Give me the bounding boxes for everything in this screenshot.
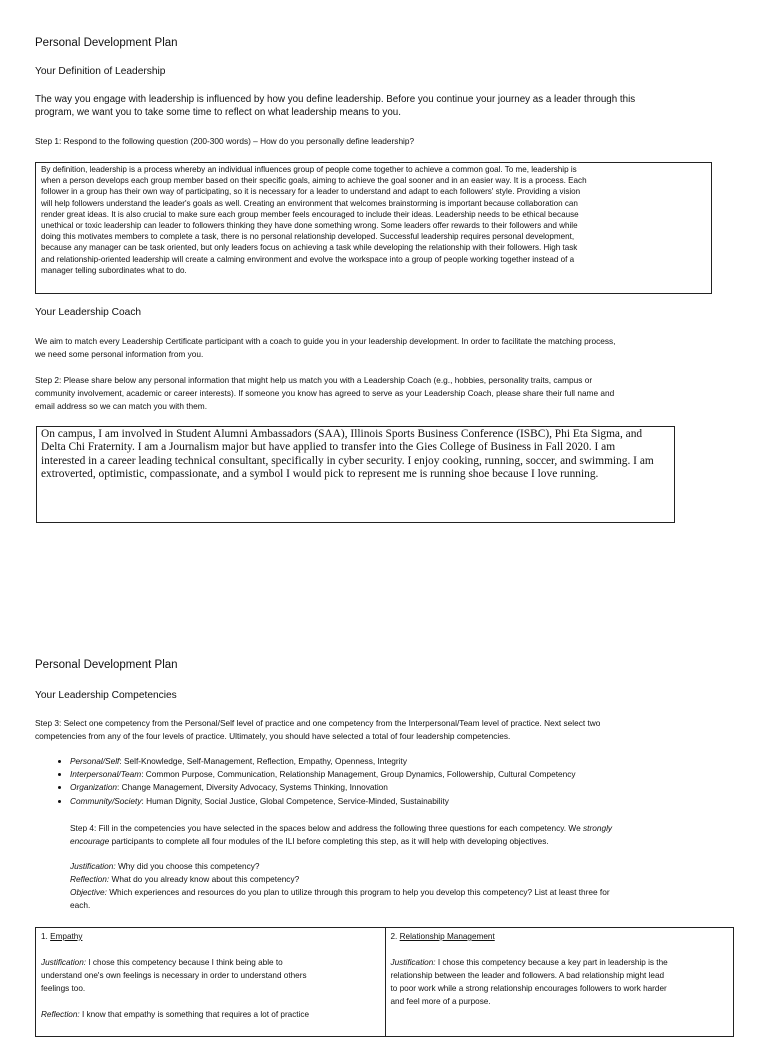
question-text: Why did you choose this competency? (115, 861, 260, 871)
competency-table (35, 927, 734, 1037)
justification-line: relationship between the leader and followers. A bad relationship might lead (390, 971, 665, 980)
section-title-definition: Your Definition of Leadership (35, 66, 166, 77)
coach-intro (35, 335, 735, 361)
step2-line: Step 2: Please share below any personal information that might help us match you with a Leadership Coach (e.g., hobbies, personality traits, campus or (35, 375, 593, 385)
answer2-textbox[interactable] (36, 426, 675, 523)
reflection-text: I know that empathy is something that requires a lot of practice (79, 1010, 310, 1019)
competency-heading (391, 930, 729, 943)
list-item (70, 755, 760, 768)
answer-line: On campus, I am involved in Student Alumni Ambassadors (SAA), Illinois Sports Business Conference (ISBC), Phi Eta Sigma, and (41, 428, 643, 440)
question-objective (70, 886, 740, 899)
answer-line: interested in a career leading technical consultant, specifically in cyber security. I enjoy cooking, running, soccer, and swimming. I am (41, 454, 654, 467)
step2-line: email address so we can match you with them. (35, 401, 208, 411)
list-item (70, 781, 760, 794)
question-label: Objective: (70, 887, 107, 897)
answer-line: doing this motivates members to complete a task, there is no personal relationship developed. Successful leadership requires personal development, (41, 232, 575, 242)
coach-intro-line: we need some personal information from you. (35, 349, 204, 359)
competency-cell-relationship-management[interactable] (385, 928, 734, 1036)
justification-line (41, 956, 380, 969)
answer-line: Delta Chi Fraternity. I am a Journalism major but have applied to transfer into the Gies College of Business in Fall 2020. I am (41, 441, 616, 454)
question-label: Reflection: (70, 874, 110, 884)
section-title-coach: Your Leadership Coach (35, 307, 142, 318)
page-title: Personal Development Plan (35, 659, 178, 671)
step4-text: Step 4: Fill in the competencies you have selected in the spaces below and address the following three questions for each competency. We (70, 823, 584, 833)
reflection-label: Reflection: (41, 1010, 80, 1019)
answer-line: By definition, leadership is a process whereby an individual influences group of people come together to achieve a common goal. To me, leadership is (41, 165, 577, 174)
justification-line: and feel more of a purpose. (390, 997, 491, 1006)
level-items: : Change Management, Diversity Advocacy, Systems Thinking, Innovation (117, 782, 388, 793)
answer-line: because any manager can be task oriented, but only leaders focus on achieving a task while developing the relationship with their followers. High task (41, 243, 578, 253)
question-objective-cont: each. (70, 900, 91, 910)
competency-number: 2. (390, 932, 400, 941)
question-reflection (70, 873, 740, 886)
section-title-competencies: Your Leadership Competencies (35, 690, 177, 701)
competency-title: Relationship Management (399, 932, 495, 941)
answer-line: render great ideas. It is also crucial to make sure each group member feels encouraged to include their ideas. Leadership needs to be ethical because (41, 209, 579, 219)
step4-questions (70, 860, 740, 912)
level-items: : Common Purpose, Communication, Relationship Management, Group Dynamics, Followership, Cultural Competency (141, 769, 576, 780)
answer-line: will help followers understand the leader's goals as well. Creating an environment that welcomes brainstorming is important because collaboration can (41, 198, 578, 208)
question-justification (70, 860, 740, 873)
answer-line: unethical or toxic leadership can leader to followers thinking they have done something wrong. Some leaders offer rewards to their followers and while (41, 221, 578, 231)
justification-line: to poor work while a strong relationship encourages followers to work harder (390, 984, 667, 993)
competency-heading (41, 930, 380, 943)
reflection-line (41, 1008, 380, 1021)
justification-text: I chose this competency because I think being able to (86, 958, 283, 967)
level-name: Community/Society (70, 795, 142, 806)
answer1-textbox[interactable] (35, 162, 712, 294)
intro-line: The way you engage with leadership is influenced by how you define leadership. Before you continue your journey as a leader through this (35, 94, 636, 105)
coach-intro-line: We aim to match every Leadership Certificate participant with a coach to guide you in your leadership development. In order to facilitate the matching process, (35, 336, 616, 346)
step2-prompt (35, 374, 735, 413)
answer-line: when a person develops each group member based on their specific goals, aiming to achieve the goal sooner and in an easier way. It is a process. Each (41, 176, 587, 186)
step4-emphasis: encourage (70, 836, 110, 846)
step3-line: competencies from any of the four levels of practice. Ultimately, you should have selected a total of four leadership competencies. (35, 731, 511, 741)
step4-prompt (70, 822, 740, 848)
level-name: Interpersonal/Team (70, 769, 142, 780)
question-label: Justification: (70, 861, 116, 871)
justification-text: I chose this competency because a key part in leadership is the (435, 958, 668, 967)
intro-paragraph (35, 93, 735, 119)
competency-number: 1. (41, 932, 51, 941)
answer-line: extroverted, optimistic, compassionate, and a symbol I would pick to represent me is running shoe because I love running. (41, 467, 599, 480)
levels-list (50, 755, 760, 808)
level-items: : Human Dignity, Social Justice, Global Competence, Service-Minded, Sustainability (141, 795, 449, 806)
question-text: Which experiences and resources do you plan to utilize through this program to help you develop this competency? List at least three for (106, 887, 610, 897)
step3-line: Step 3: Select one competency from the Personal/Self level of practice and one competency from the Interpersonal/Team level of practice. Next select two (35, 718, 601, 728)
list-item (70, 768, 760, 781)
step3-prompt (35, 717, 740, 743)
list-item (70, 795, 760, 808)
answer-line: follower in a group has their own way of participating, so it is necessary for a leader to understand and adapt to each followers' style. Providing a vision (41, 187, 581, 197)
step4-text: participants to complete all four modules of the ILI before completing this step, as it will help with developing objectives. (109, 836, 549, 846)
step1-prompt: Step 1: Respond to the following question (200-300 words) – How do you personally define leadership? (35, 136, 415, 146)
level-name: Organization (70, 782, 118, 793)
justification-label: Justification: (390, 958, 436, 967)
competency-cell-empathy[interactable] (36, 928, 385, 1036)
question-text: What do you already know about this competency? (109, 874, 300, 884)
step4-emphasis: strongly (583, 823, 613, 833)
step2-line: community involvement, academic or career interests). If someone you know has agreed to serve as your Leadership Coach, please share their full name and (35, 388, 615, 398)
page-title: Personal Development Plan (35, 37, 178, 49)
justification-line: feelings too. (41, 984, 86, 993)
justification-line: understand one's own feelings is necessary in order to understand others (41, 971, 307, 980)
competency-title: Empathy (50, 932, 83, 941)
intro-line: program, we want you to take some time to reflect on what leadership means to you. (35, 107, 401, 118)
justification-line (391, 956, 729, 969)
level-name: Personal/Self (70, 756, 120, 766)
justification-label: Justification: (41, 958, 87, 967)
level-items: : Self-Knowledge, Self-Management, Reflection, Empathy, Openness, Integrity (119, 756, 407, 766)
answer-line: manager telling subordinates what to do. (41, 265, 187, 275)
answer-line: and relationship-oriented leadership will create a calming environment and evolve the workspace into a group of people working together instead of a (41, 254, 575, 264)
